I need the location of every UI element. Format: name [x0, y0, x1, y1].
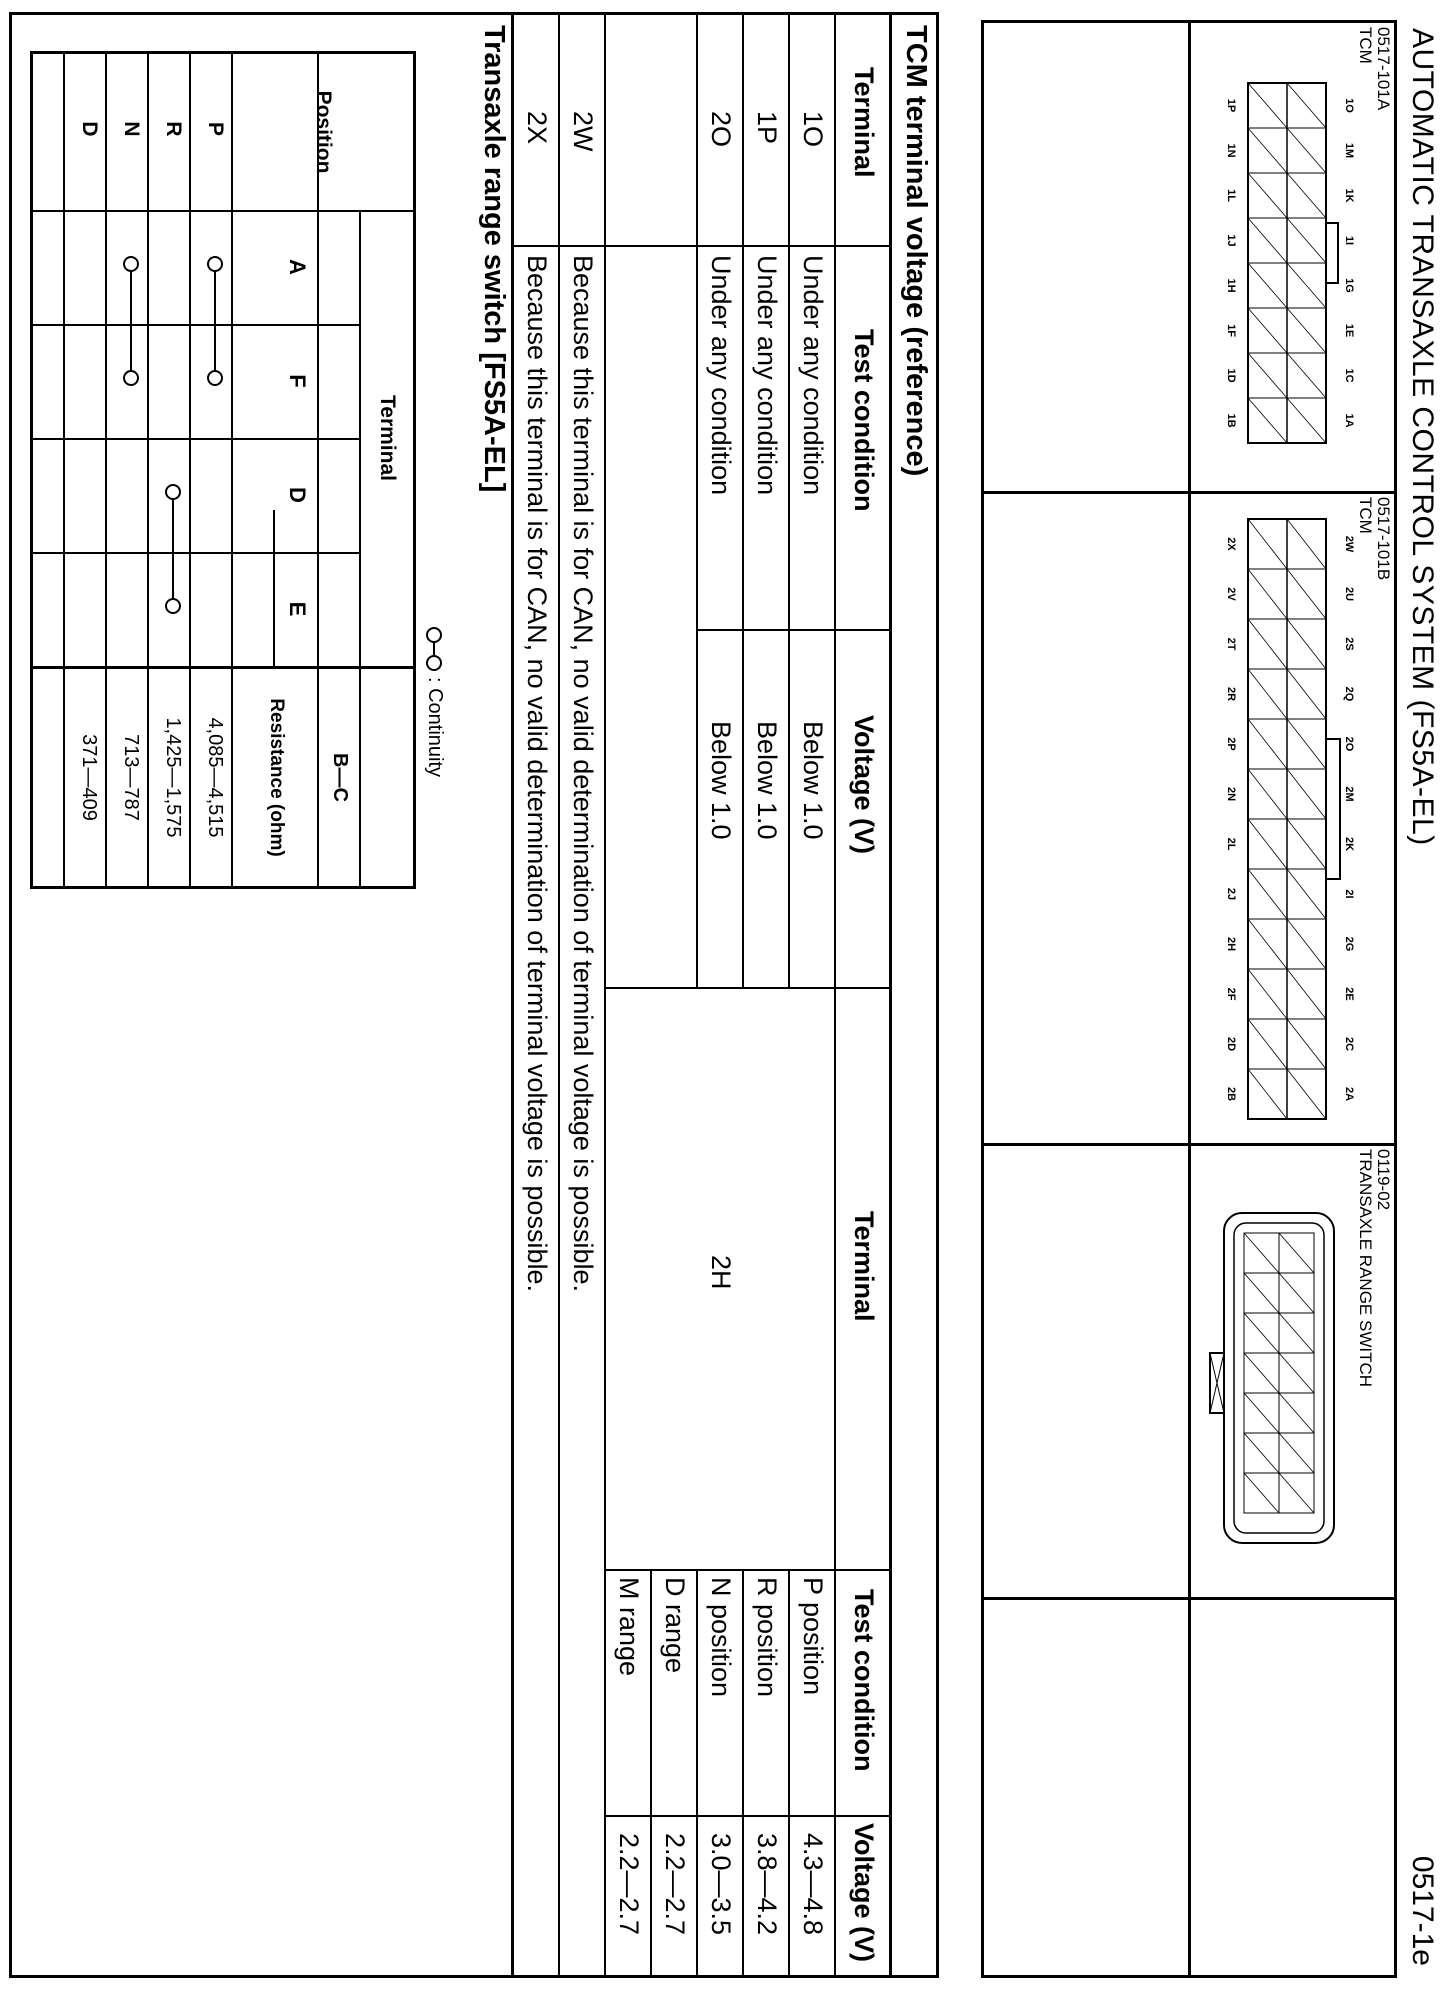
pin-label: 1I	[1343, 235, 1355, 246]
pin-label: 1D	[1225, 368, 1237, 383]
pin-label: 2A	[1343, 1086, 1355, 1102]
pin-label: 2R	[1225, 686, 1237, 702]
row-condition: Under any condition	[752, 255, 783, 496]
position-cell: P	[204, 121, 227, 136]
terminal-2h: 2H	[706, 1255, 737, 1290]
pin-label: 2F	[1225, 987, 1237, 1001]
row-terminal: 2O	[706, 111, 737, 148]
pin-label: 2E	[1343, 987, 1355, 1001]
pin-label: 2Q	[1343, 686, 1355, 702]
continuity-link-icon	[163, 482, 183, 616]
pin-label: 2I	[1343, 889, 1355, 899]
row-voltage: Below 1.0	[706, 721, 737, 840]
row-voltage: 4.3—4.8	[798, 1833, 829, 1936]
pin-label: 1M	[1343, 142, 1355, 159]
row-voltage: Below 1.0	[752, 721, 783, 840]
connector-strip	[981, 20, 1397, 1978]
pin-label: 2N	[1225, 786, 1237, 802]
range-switch-connector-diagram	[1194, 1163, 1354, 1583]
pin-label: 1E	[1343, 323, 1355, 338]
pin-label: 2M	[1343, 786, 1355, 802]
pin-label: 1B	[1225, 413, 1237, 428]
connector-a: 0517-101A TCM	[1356, 27, 1393, 111]
pin-label: 2U	[1343, 586, 1355, 602]
page-title: AUTOMATIC TRANSAXLE CONTROL SYSTEM (FS5A-EL)	[1406, 28, 1439, 846]
pin-label: 2X	[1225, 537, 1237, 551]
row-terminal: 1O	[798, 111, 829, 148]
pin-label: 1O	[1343, 98, 1355, 113]
can-note: Because this terminal is for CAN, no valid determination of terminal voltage is possible.	[568, 255, 599, 1292]
pin-label: 2B	[1225, 1086, 1237, 1102]
pin-label: 2W	[1343, 535, 1355, 553]
col-e: E	[285, 601, 310, 617]
range-switch-title: Transaxle range switch [FS5A-EL]	[478, 25, 510, 493]
continuity-legend: : Continuity	[423, 627, 446, 777]
header-voltage-right: Voltage (V)	[849, 1823, 880, 1963]
pin-label: 1L	[1225, 189, 1237, 202]
pin-label: 2O	[1343, 736, 1355, 752]
pin-label: 2H	[1225, 936, 1237, 952]
row-terminal: 1P	[752, 111, 783, 145]
col-f: F	[285, 374, 310, 388]
pin-label: 1J	[1225, 234, 1237, 247]
row-condition: P position	[798, 1577, 829, 1696]
pin-label: 1N	[1225, 143, 1237, 158]
tcm-connector-a-diagram	[1198, 43, 1368, 483]
position-cell: R	[162, 121, 185, 137]
pin-label: 1A	[1343, 413, 1355, 428]
pin-label: 1G	[1343, 278, 1355, 293]
pin-label: 1H	[1225, 278, 1237, 293]
header-voltage-left: Voltage (V)	[849, 715, 880, 855]
resistance-value: 1,425—1,575	[162, 717, 185, 838]
row-condition: M range	[614, 1577, 645, 1677]
col-a: A	[285, 259, 310, 275]
pin-label: 2J	[1225, 887, 1237, 901]
connector-range-switch: 0119-02 TRANSAXLE RANGE SWITCH	[1356, 1149, 1393, 1388]
pin-label: 2S	[1343, 637, 1355, 651]
tcm-connector-b-diagram	[1198, 499, 1368, 1139]
connector-b: 0517-101B TCM	[1356, 497, 1393, 581]
header-condition-right: Test condition	[849, 1589, 880, 1772]
pin-label: 2L	[1225, 837, 1237, 851]
pin-label: 2P	[1225, 737, 1237, 751]
row-terminal: 2X	[522, 111, 553, 145]
header-condition-left: Test condition	[849, 329, 880, 512]
resistance-header: Resistance (ohm)	[266, 698, 287, 857]
row-voltage: 3.8—4.2	[752, 1833, 783, 1936]
resistance-value: 4,085—4,515	[204, 717, 227, 838]
pin-label: 1K	[1343, 188, 1355, 203]
main-frame	[9, 12, 939, 1978]
continuity-link-icon	[121, 254, 141, 388]
tcm-voltage-title: TCM terminal voltage (reference)	[900, 25, 932, 477]
row-condition: Under any condition	[706, 255, 737, 496]
pin-label: 1C	[1343, 368, 1355, 383]
position-cell: D	[78, 121, 101, 137]
can-note: Because this terminal is for CAN, no valid determination of terminal voltage is possible.	[522, 255, 553, 1292]
pin-label: 2K	[1343, 836, 1355, 852]
pin-label: 1P	[1225, 98, 1237, 113]
resistance-value: 713—787	[120, 734, 143, 821]
resistance-value: 371—409	[78, 734, 101, 821]
continuity-link-icon	[205, 254, 225, 388]
pin-label: 2T	[1225, 637, 1237, 651]
continuity-symbol-icon	[425, 627, 445, 671]
row-condition: N position	[706, 1577, 737, 1698]
row-voltage: 3.0—3.5	[706, 1833, 737, 1936]
position-cell: N	[120, 121, 143, 137]
col-d: D	[285, 487, 310, 503]
pin-label: 1F	[1225, 324, 1237, 337]
header-terminal-right: Terminal	[849, 1211, 880, 1322]
terminal-header: Terminal	[376, 395, 399, 481]
header-terminal-left: Terminal	[849, 67, 880, 178]
row-voltage: 2.2—2.7	[614, 1833, 645, 1936]
row-voltage: 2.2—2.7	[660, 1833, 691, 1936]
pin-label: 2C	[1343, 1036, 1355, 1052]
row-condition: R position	[752, 1577, 783, 1698]
pin-label: 2D	[1225, 1036, 1237, 1052]
bc-header: B—C	[329, 753, 352, 802]
row-condition: D range	[660, 1577, 691, 1674]
row-voltage: Below 1.0	[798, 721, 829, 840]
pin-label: 2V	[1225, 587, 1237, 601]
pin-label: 2G	[1343, 936, 1355, 952]
row-condition: Under any condition	[798, 255, 829, 496]
page-code: 0517-1e	[1406, 1855, 1439, 1966]
row-terminal: 2W	[568, 111, 599, 152]
position-header: Position	[312, 90, 335, 174]
